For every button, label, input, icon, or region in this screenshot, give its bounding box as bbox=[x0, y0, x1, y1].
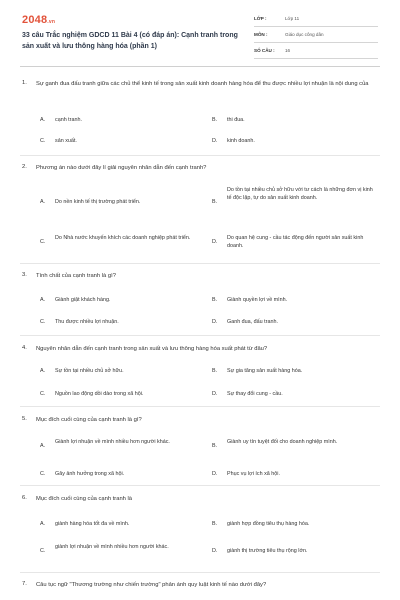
meta-value-class: Lớp 11 bbox=[285, 16, 300, 21]
option-letter: A. bbox=[40, 443, 46, 449]
question-number: 7. bbox=[22, 581, 27, 587]
meta-row-subject bbox=[254, 29, 378, 43]
document-meta bbox=[254, 13, 378, 59]
logo-main: 2048 bbox=[22, 14, 48, 26]
header-divider bbox=[20, 66, 380, 67]
option-letter: A. bbox=[40, 297, 46, 303]
question-text: Nguyên nhân dẫn đến cạnh tranh trong sản xuất và lưu thông hàng hóa xuất phát từ đâu? bbox=[36, 346, 268, 352]
question-2 bbox=[22, 164, 378, 259]
option-letter: C. bbox=[40, 239, 46, 245]
option-text: Giành giật khách hàng. bbox=[55, 297, 111, 303]
question-text: Tính chất của cạnh tranh là gì? bbox=[36, 273, 116, 279]
meta-value-count: 16 bbox=[285, 48, 291, 53]
option-text: Do nền kinh tế thị trường phát triển. bbox=[55, 199, 141, 205]
option-text: thi đua. bbox=[227, 117, 245, 123]
option-letter: A. bbox=[40, 117, 46, 123]
question-number: 1. bbox=[22, 80, 27, 86]
question-text: Phương án nào dưới đây lí giải nguyên nhân dẫn đến cạnh tranh? bbox=[36, 165, 207, 171]
option-letter: A. bbox=[40, 521, 46, 527]
option-text: Do Nhà nước khuyến khích các doanh nghiệp phát triển. bbox=[55, 235, 191, 241]
option-text: Giành quyền lợi về mình. bbox=[227, 297, 288, 303]
site-logo[interactable] bbox=[22, 14, 55, 26]
option-text: Phục vụ lợi ích xã hội. bbox=[227, 471, 280, 477]
option-text: Sự thay đổi cung - cầu. bbox=[227, 391, 283, 397]
option-letter: C. bbox=[40, 548, 46, 554]
question-text: Mục đích cuối cùng của cạnh tranh là bbox=[36, 496, 133, 502]
option-letter: D. bbox=[212, 471, 218, 477]
option-letter: D. bbox=[212, 391, 218, 397]
option-text: giành lợi nhuận về mình nhiều hơn người khác. bbox=[55, 544, 169, 550]
question-3 bbox=[22, 272, 378, 332]
option-text: Ganh đua, đấu tranh. bbox=[227, 319, 278, 325]
option-letter: B. bbox=[212, 297, 218, 303]
option-letter: D. bbox=[212, 138, 218, 144]
option-text: Thu được nhiều lợi nhuận. bbox=[55, 319, 119, 325]
question-1 bbox=[22, 80, 378, 144]
question-text: Câu tục ngữ "Thương trường như chiến trường" phản ánh quy luật kinh tế nào dưới đây? bbox=[36, 582, 267, 588]
question-6 bbox=[22, 495, 378, 570]
option-text: Gây ảnh hưởng trong xã hội. bbox=[55, 471, 125, 477]
question-separator bbox=[20, 155, 380, 156]
option-text: Sự tồn tại nhiều chủ sở hữu. bbox=[55, 368, 124, 374]
question-text: Sự ganh đua đấu tranh giữa các chủ thể kinh tế trong sản xuất kinh doanh hàng hóa để thu được nhiều lợi nhuận là nội dung của bbox=[36, 81, 369, 87]
document-title: 33 câu Trắc nghiệm GDCD 11 Bài 4 (có đáp án): Cạnh tranh trong sản xuất và lưu thông hàng hóa (phần 1) bbox=[22, 32, 238, 50]
option-letter: B. bbox=[212, 199, 218, 205]
option-letter: B. bbox=[212, 368, 218, 374]
option-letter: B. bbox=[212, 521, 218, 527]
meta-label-subject: MÔN : bbox=[254, 32, 268, 37]
option-text: kinh doanh. bbox=[227, 138, 255, 144]
option-letter: C. bbox=[40, 319, 46, 325]
option-letter: C. bbox=[40, 391, 46, 397]
option-letter: B. bbox=[212, 117, 218, 123]
option-text: giành hợp đồng tiêu thụ hàng hóa. bbox=[227, 521, 310, 527]
option-letter: A. bbox=[40, 368, 46, 374]
meta-row-class bbox=[254, 13, 378, 27]
question-separator bbox=[20, 335, 380, 336]
option-letter: B. bbox=[212, 443, 218, 449]
option-text: Giành lợi nhuận về mình nhiều hơn người khác. bbox=[55, 439, 170, 445]
option-text: giành thị trường tiêu thụ rộng lớn. bbox=[227, 548, 308, 554]
option-letter: C. bbox=[40, 471, 46, 477]
logo-suffix: .vn bbox=[47, 19, 56, 25]
option-text: giành hàng hóa tốt đa về mình. bbox=[55, 521, 130, 527]
question-7 bbox=[22, 581, 378, 595]
option-letter: D. bbox=[212, 239, 218, 245]
option-text: cạnh tranh. bbox=[55, 117, 82, 123]
meta-value-subject: Giáo dục công dân bbox=[285, 32, 324, 37]
question-separator bbox=[20, 572, 380, 573]
meta-row-count bbox=[254, 45, 378, 59]
option-text: Giành uy tín tuyệt đối cho doanh nghiệp mình. bbox=[227, 439, 338, 445]
question-5 bbox=[22, 416, 378, 486]
question-separator bbox=[20, 406, 380, 407]
option-text: sản xuất. bbox=[55, 138, 77, 144]
option-text: Do tồn tại nhiều chủ sở hữu với tư cách là những đơn vị kinh tế độc lập, tự do sản xuất kinh doanh. bbox=[227, 187, 373, 202]
option-letter: D. bbox=[212, 548, 218, 554]
option-letter: D. bbox=[212, 319, 218, 325]
question-number: 3. bbox=[22, 272, 27, 278]
question-4 bbox=[22, 345, 378, 405]
option-text: Sự gia tăng sản xuất hàng hóa. bbox=[227, 368, 303, 374]
meta-label-count: SỐ CÂU : bbox=[254, 48, 275, 53]
meta-label-class: LỚP : bbox=[254, 16, 267, 21]
question-number: 5. bbox=[22, 416, 27, 422]
option-text: Do quan hệ cung - cầu tác động đến người sản xuất kinh doanh. bbox=[227, 235, 364, 250]
question-separator bbox=[20, 485, 380, 486]
option-text: Nguồn lao động dồi dào trong xã hội. bbox=[55, 391, 144, 397]
option-letter: A. bbox=[40, 199, 46, 205]
document-header bbox=[0, 0, 400, 62]
question-number: 4. bbox=[22, 345, 27, 351]
question-number: 6. bbox=[22, 495, 27, 501]
question-separator bbox=[20, 263, 380, 264]
question-number: 2. bbox=[22, 164, 27, 170]
question-text: Mục đích cuối cùng của cạnh tranh là gì? bbox=[36, 417, 142, 423]
option-letter: C. bbox=[40, 138, 46, 144]
